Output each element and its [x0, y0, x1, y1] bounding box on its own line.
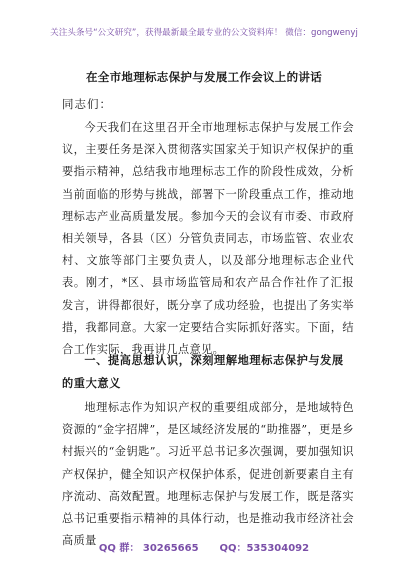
salutation: 同志们：: [62, 97, 112, 111]
footer-contact: [0, 539, 408, 554]
header-promo-note: 关注头条号“公文研究”，获得最新最全最专业的公文资料库！ 微信：gongwenyj: [50, 28, 358, 38]
paragraph-opening: 今天我们在这里召开全市地理标志保护与发展工作会议，主要任务是深入贯彻落实国家关于知识产权保护的重要指示精神，总结我市地理标志工作的阶段性成效，分析当前面临的形势与挑战，部署下一阶段重点工作，推动地理标志产业高质量发展。参加今天的会议有市委、市政府相关领导，各县（区）分管负责同志，市场监管、农业农村、文旅等部门主要负责人，以及部分地理标志企业代表。刚才，*区、县市场监管局和农产品合作社作了汇报发言，讲得都很好，既分享了成功经验，也提出了务实举措，我都同意。大家一定要结合实际抓好落实。下面，结合工作实际，我再讲几点意见。: [62, 121, 354, 357]
document-title: 在全市地理标志保护与发展工作会议上的讲话: [86, 70, 322, 84]
footer-qq: QQ：535304092: [219, 543, 310, 554]
section-heading-1: 一、提高思想认识，深刻理解地理标志保护与发展的重大意义: [62, 354, 344, 390]
footer-qq-group: QQ 群： 30265665: [98, 543, 199, 554]
paragraph-section-1: 地理标志作为知识产权的重要组成部分，是地域特色资源的“金字招牌”，是区域经济发展的“助推器”，更是乡村振兴的“金钥匙”。习近平总书记多次强调，要加强知识产权保护，健全知识产权保护体系，促进创新要素自主有序流动、高效配置。地理标志保护与发展工作，既是落实总书记重要指示精神的具体行动，也是推动我市经济社会高质量: [62, 401, 354, 548]
